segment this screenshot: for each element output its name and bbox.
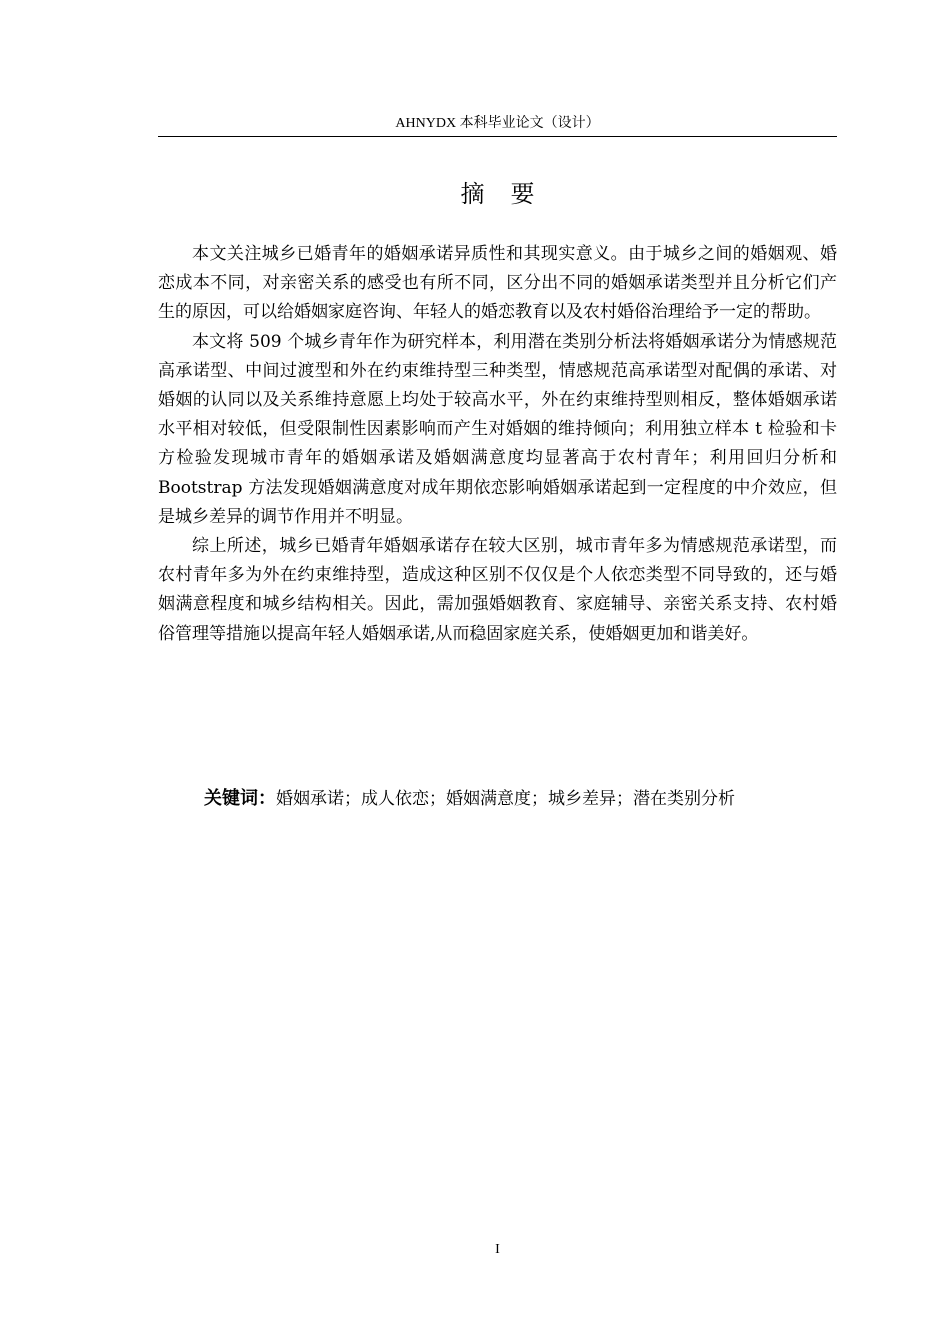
- page-number: I: [495, 1242, 500, 1257]
- abstract-paragraph-2: 本文将 509 个城乡青年作为研究样本，利用潜在类别分析法将婚姻承诺分为情感规范高承诺型、中间过渡型和外在约束维持型三种类型，情感规范高承诺型对配偶的承诺、对婚姻的认同以及关系维持意愿上均处于较高水平，外在约束维持型则相反，整体婚姻承诺水平相对较低，但受限制性因素影响而产生对婚姻的维持倾向；利用独立样本 t 检验和卡方检验发现城市青年的婚姻承诺及婚姻满意度均显著高于农村青年；利用回归分析和 Bootstrap 方法发现婚姻满意度对成年期依恋影响婚姻承诺起到一定程度的中介效应，但是城乡差异的调节作用并不明显。: [158, 331, 837, 527]
- keywords-label: 关键词：: [204, 788, 276, 809]
- header-rule: [158, 136, 837, 137]
- keywords-text: 婚姻承诺；成人依恋；婚姻满意度；城乡差异；潜在类别分析: [276, 789, 735, 809]
- abstract-paragraph-3: 综上所述，城乡已婚青年婚姻承诺存在较大区别，城市青年多为情感规范承诺型，而农村青年多为外在约束维持型，造成这种区别不仅仅是个人依恋类型不同导致的，还与婚姻满意程度和城乡结构相关。因此，需加强婚姻教育、家庭辅导、亲密关系支持、农村婚俗管理等措施以提高年轻人婚姻承诺,从而稳固家庭关系，使婚姻更加和谐美好。: [158, 536, 837, 644]
- abstract-title: 摘要: [460, 180, 561, 208]
- abstract-paragraph-1: 本文关注城乡已婚青年的婚姻承诺异质性和其现实意义。由于城乡之间的婚姻观、婚恋成本不同，对亲密关系的感受也有所不同，区分出不同的婚姻承诺类型并且分析它们产生的原因，可以给婚姻家庭咨询、年轻人的婚恋教育以及农村婚俗治理给予一定的帮助。: [158, 244, 837, 323]
- abstract-body: [158, 240, 837, 649]
- page-header: AHNYDX 本科毕业论文（设计）: [395, 116, 600, 131]
- keywords-line: [158, 784, 837, 814]
